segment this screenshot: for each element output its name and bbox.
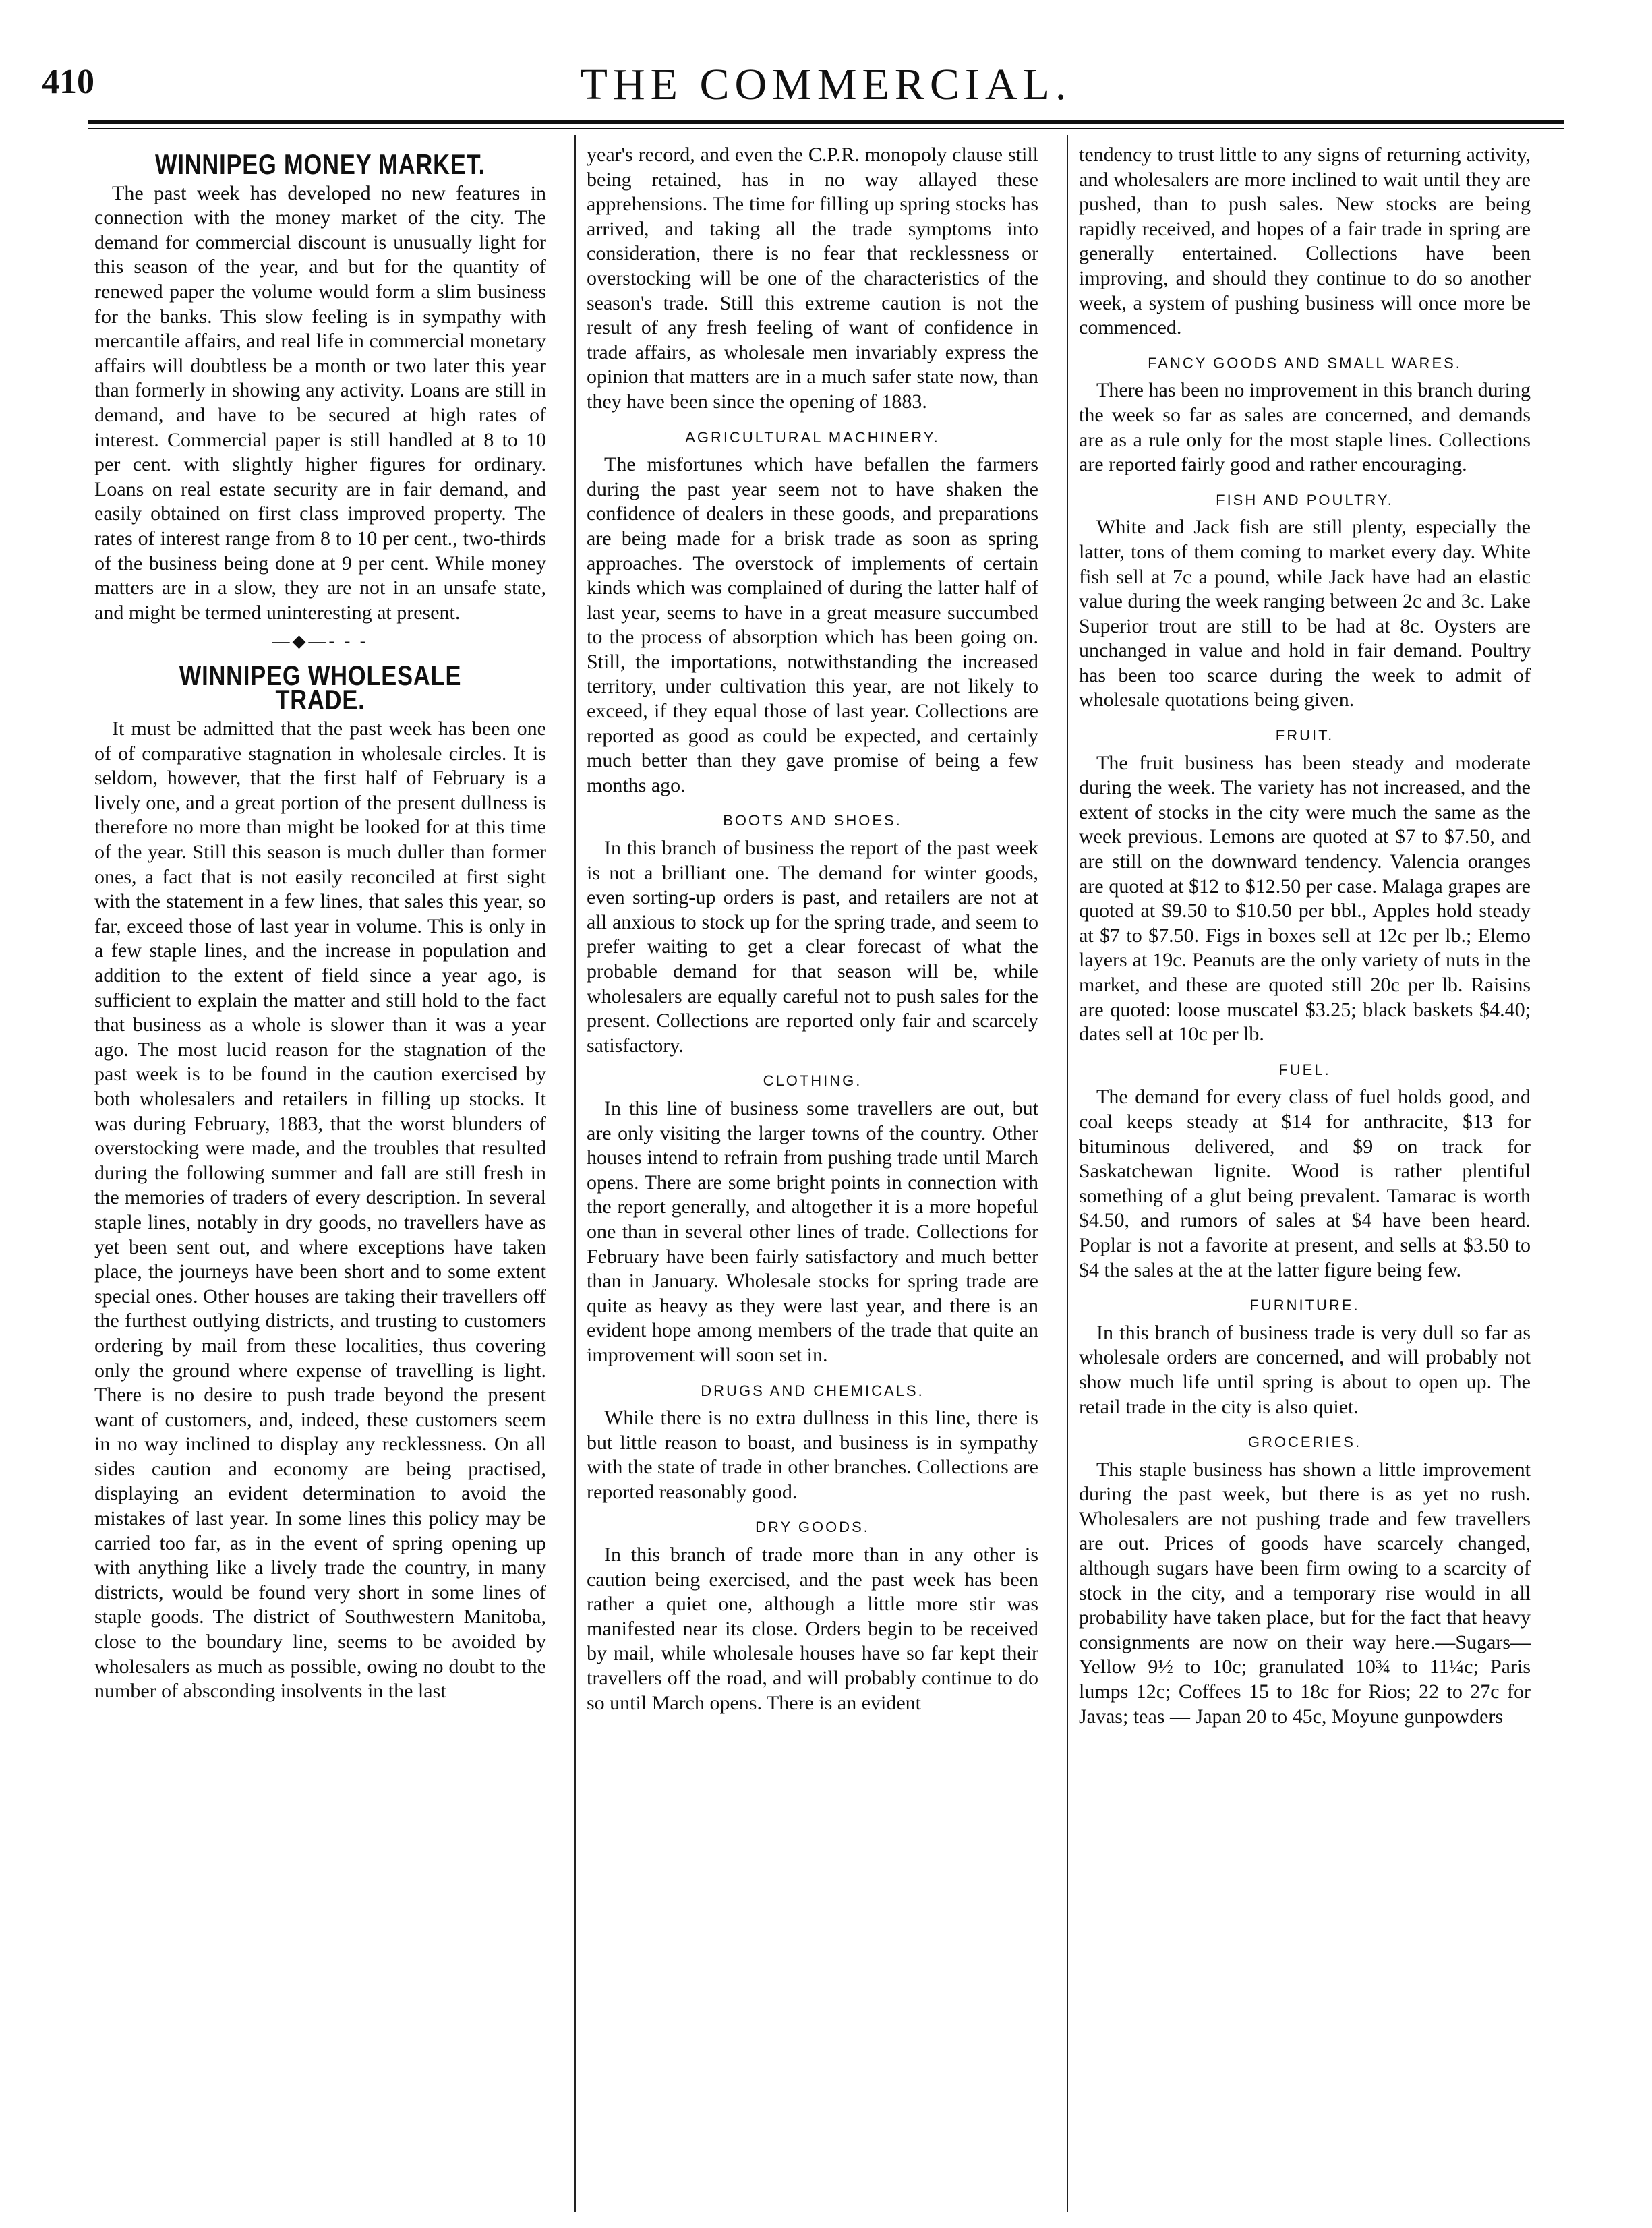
heading-fancy-goods: FANCY GOODS AND SMALL WARES.: [1148, 354, 1462, 372]
heading-furniture: FURNITURE.: [1249, 1297, 1360, 1314]
column-2: [587, 143, 1038, 2206]
paragraph-continued: year's record, and even the C.P.R. monopoly clause still being retained, has in no way allayed these apprehensions. The time for filling up spring stocks has arrived, and taking all the trade symptoms into consideration, there is no fear that recklessness or overstocking will be one of the characteristics of the season's trade. Still this extreme caution is not the result of any fresh feeling of want of confidence in trade affairs, as wholesale men invariably express the opinion that matters are in a much safer state now, than they have been since the opening of 1883.: [587, 144, 1038, 413]
paragraph-fruit: The fruit business has been steady and moderate during the week. The variety has not increased, and the extent of stocks in the city were much the same as the week previous. Lemons are quoted at $7 to $7.50, and are still on the downward tendency. Valencia oranges are quoted at $12 to $12.50 per case. Malaga grapes are quoted at $9.50 to $10.50 per bbl., Apples hold steady at $7 to $7.50. Figs in boxes sell at 12c per lb.; Elemo layers at 19c. Peanuts are the only variety of nuts in the market, and these are quoted still 20c per lb. Raisins are quoted: loose muscatel $3.25; black baskets $4.40; dates sell at 10c per lb.: [1079, 751, 1531, 1046]
heading-fuel: FUEL.: [1278, 1061, 1331, 1078]
heading-fruit: FRUIT.: [1275, 727, 1334, 744]
heading-groceries: GROCERIES.: [1247, 1434, 1362, 1451]
column-divider: [1067, 135, 1068, 2212]
section-separator: —◆—- - -: [272, 631, 369, 651]
paragraph-fish-and-poultry: White and Jack fish are still plenty, especially the latter, tons of them coming to market every day. White fish sell at 7c a pound, while Jack have had an elastic value during the week ranging between 2c and 3c. Lake Superior trout are still to be had at 8c. Oysters are unchanged in value and hold in fair demand. Poultry has been too scarce during the week to admit of wholesale quotations being given.: [1079, 516, 1531, 711]
paragraph-furniture: In this branch of business trade is very dull so far as wholesale orders are concerned, and will probably not show much life until spring is about to open up. The retail trade in the city is also quiet.: [1079, 1321, 1531, 1418]
paragraph-agricultural-machinery: The misfortunes which have befallen the farmers during the past year seem not to have shaken the confidence of dealers in these goods, and preparations are being made for a brisk trade as soon as spring approaches. The overstock of implements of certain kinds which was complained of during the latter half of last year, seems to have in a great measure succumbed to the process of absorption which has been going on. Still, the importations, notwithstanding the increased territory, under cultivation this year, are not likely to exceed, if they equal those of last year. Collections are reported as good as could be expected, and certainly much better than they gave promise of being a few months ago.: [587, 453, 1038, 796]
header-rule-thin: [88, 128, 1564, 129]
heading-clothing: CLOTHING.: [763, 1072, 862, 1090]
paragraph-dry-goods: In this branch of trade more than in any other is caution being exercised, and the past week has been rather a quiet one, although a little more stir was manifested near its close. Orders begin to be received by mail, while wholesale houses have so far kept their travellers off the road, and will probably continue to do so until March opens. There is an evident: [587, 1544, 1038, 1714]
paragraph-drugs-and-chemicals: While there is no extra dullness in this line, there is but little reason to boast, and business is in sympathy with the state of trade in other branches. Collections are reported reasonably good.: [587, 1407, 1038, 1503]
page-number: 410: [42, 63, 94, 101]
header-rule: [88, 120, 1564, 124]
paragraph-money-market: The past week has developed no new features in connection with the money market of the city. The demand for commercial discount is unusually light for this season of the year, and but for the quantity of renewed paper the volume would form a slim business for the banks. This slow feeling is in sympathy with mercantile affairs, and real life in commercial monetary affairs will doubtless be a month or two later this year than formerly in showing any activity. Loans are still in demand, and have to be secured at high rates of interest. Commercial paper is still handled at 8 to 10 per cent. with slightly higher figures for ordinary. Loans on real estate security are in fair demand, and easily obtained on first class improved property. The rates of interest range from 8 to 10 per cent., two-thirds of the business being done at 9 per cent. While money matters are in a slow, they are not in an unsafe state, and might be termed uninteresting at present.: [94, 181, 546, 624]
masthead-title: THE COMMERCIAL.: [580, 60, 1072, 109]
paragraph-continued: tendency to trust little to any signs of returning activity, and wholesalers are more inclined to wait until they are pushed, than to push sales. New stocks are being rapidly received, and hopes of a fair trade in spring are generally entertained. Collections have been improving, and should they continue to do so another week, a system of pushing business will once more be commenced.: [1079, 144, 1531, 339]
paragraph-fuel: The demand for every class of fuel holds good, and coal keeps steady at $14 for anthracite, $13 for bituminous delivered, and $9 on track for Saskatchewan lignite. Wood is rather plentiful something of a glut being prevalent. Tamarac is worth $4.50, and rumors of sales at $4 have been heard. Poplar is not a favorite at present, and sells at $3.50 to $4 the sales at the at the latter figure being few.: [1079, 1086, 1531, 1281]
heading-dry-goods: DRY GOODS.: [755, 1519, 870, 1536]
column-1: [94, 143, 546, 2206]
paragraph-boots-and-shoes: In this branch of business the report of the past week is not a brilliant one. The demand for winter goods, even sorting-up orders is past, and retailers are not at all anxious to stock up for the spring trade, and seem to prefer waiting to get a clear forecast of what the probable demand for that season will be, while wholesalers are equally careful not to push sales for the present. Collections are reported only fair and scarcely satisfactory.: [587, 837, 1038, 1057]
heading-agricultural-machinery: AGRICULTURAL MACHINERY.: [685, 428, 940, 446]
paragraph-fancy-goods: There has been no improvement in this branch during the week so far as sales are concerned, and demands are as a rule only for the most staple lines. Collections are reported fairly good and rather encouraging.: [1079, 379, 1531, 476]
heading-wholesale-trade: WINNIPEG WHOLESALE TRADE.: [179, 659, 462, 716]
paragraph-clothing: In this line of business some travellers are out, but are only visiting the larger towns of the country. Other houses intend to refrain from pushing trade until March opens. There are some bright points in connection with the report generally, and altogether it is a more hopeful one than in several other lines of trade. Collections for February have been fairly satisfactory and much better than in January. Wholesale stocks for spring trade are quite as heavy as they were last year, and there is an evident hope among members of the trade that quite an improvement will soon set in.: [587, 1096, 1038, 1366]
heading-fish-and-poultry: FISH AND POULTRY.: [1216, 491, 1394, 508]
column-divider: [574, 135, 576, 2212]
column-3: [1079, 143, 1531, 2206]
heading-boots-and-shoes: BOOTS AND SHOES.: [723, 812, 902, 829]
heading-money-market: WINNIPEG MONEY MARKET.: [154, 148, 486, 180]
paragraph-wholesale-trade: It must be admitted that the past week has been one of of comparative stagnation in wholesale circles. It is seldom, however, that the first half of February is a lively one, and a great portion of the present dullness is therefore no more than might be looked for at this time of the year. Still this season is much duller than former ones, a fact that is not easily reconciled at first sight with the statement in a few lines, that sales this year, so far, exceed those of last year in volume. This is only in a few staple lines, and the increase in population and addition to the extent of field since a year ago, is sufficient to explain the matter and still hold to the fact that business as a whole is slower than it was a year ago. The most lucid reason for the stagnation of the past week is to be found in the caution exercised by both wholesalers and retailers in filling up stocks. It was during February, 1883, that the worst blunders of overstocking were made, and the troubles that resulted during the following summer and fall are still fresh in the memories of traders of every description. In several staple lines, notably in dry goods, no travellers have as yet been sent out, and where exceptions have taken place, the journeys have been short and to some extent special ones. Other houses are taking their travellers off the furthest outlying districts, and trusting to customers ordering by mail from these localities, thus covering only the ground where expense of travelling is light. There is no desire to push trade beyond the present want of customers, and, indeed, these customers seem in no way inclined to display any recklessness. On all sides caution and economy are being practised, displaying an evident determination to avoid the mistakes of last year. In some lines this policy may be carried too far, as in the event of spring opening up with anything like a lively trade the country, in many districts, would be found very short in some lines of staple goods. The district of Southwestern Manitoba, close to the boundary line, seems to be avoided by wholesalers as much as possible, owing no doubt to the number of absconding insolvents in the last: [94, 717, 546, 1703]
heading-drugs-and-chemicals: DRUGS AND CHEMICALS.: [701, 1382, 924, 1399]
paragraph-groceries: This staple business has shown a little improvement during the past week, but there is as yet no rush. Wholesalers are not pushing trade and few travellers are out. Prices of goods have scarcely changed, although sugars have been firm owing to a scarcity of stock in the city, and a temporary rise would in all probability have taken place, but for the fact that heavy consignments are now on their way here.—Sugars—Yellow 9½ to 10c; granulated 10¾ to 11¼c; Paris lumps 12c; Coffees 15 to 18c for Rios; 22 to 27c for Javas; teas — Japan 20 to 45c, Moyune gunpowders: [1079, 1458, 1531, 1728]
